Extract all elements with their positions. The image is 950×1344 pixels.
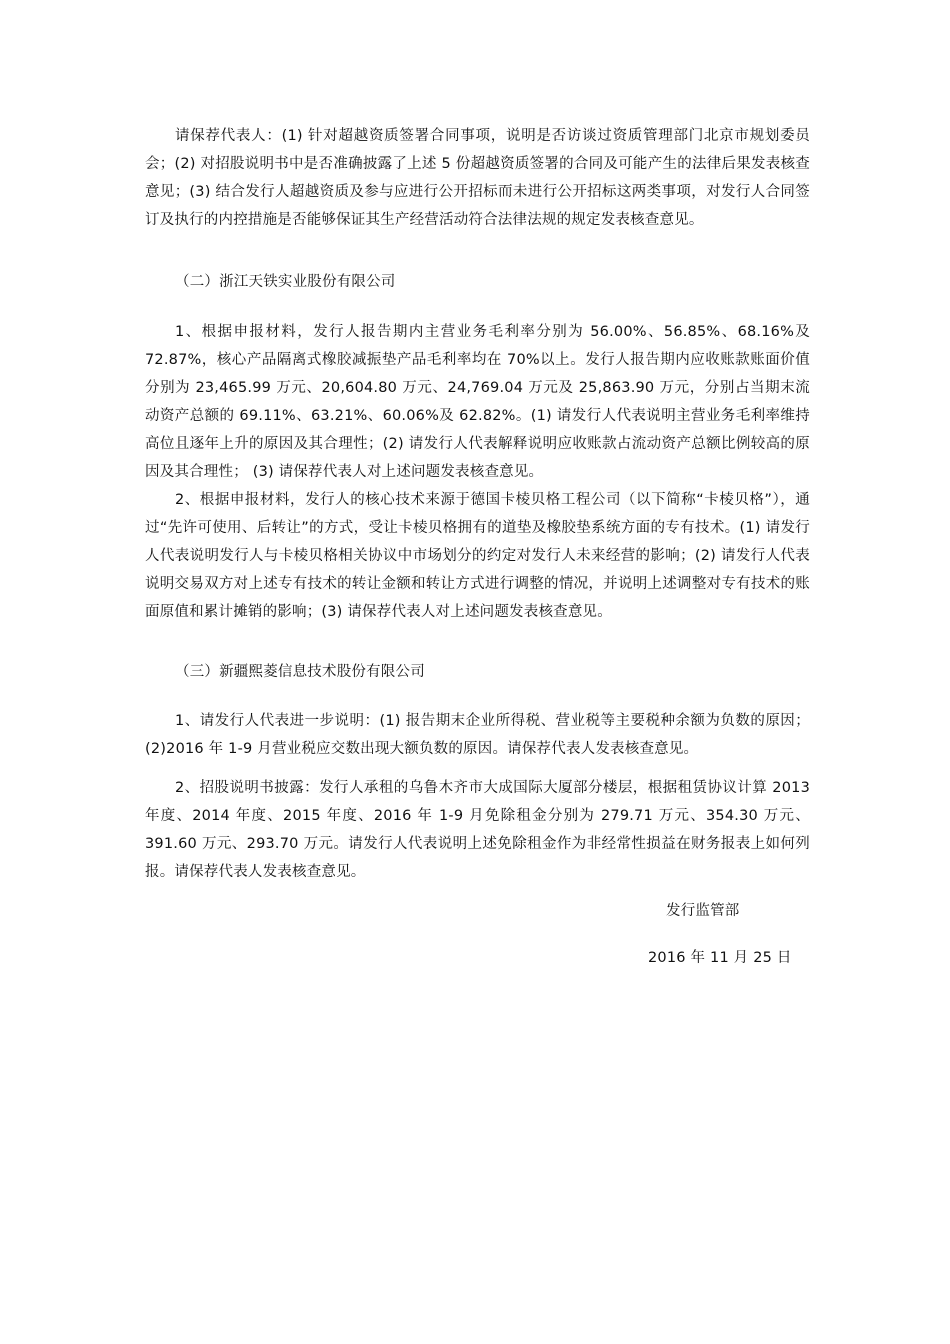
section-3-item-2: 2、招股说明书披露：发行人承租的乌鲁木齐市大成国际大厦部分楼层，根据租赁协议计算 2013 年度、2014 年度、2015 年度、2016 年 1-9 月免除租金分别为 279.71 万元、354.30 万元、391.60 万元、293.70 万元。请发行人代表说明上述免除租金作为非经常性损益在财务报表上如何列报。请保荐代表人发表核查意见。	[145, 780, 810, 880]
section-2-item-1: 1、根据申报材料，发行人报告期内主营业务毛利率分别为 56.00%、56.85%、68.16%及 72.87%，核心产品隔离式橡胶减振垫产品毛利率均在 70%以上。发行人报告期内应收账款账面价值分别为 23,465.99 万元、20,604.80 万元、24,769.04 万元及 25,863.90 万元，分别占当期末流动资产总额的 69.11%、63.21%、60.06%及 62.82%。(1) 请发行人代表说明主营业务毛利率维持高位且逐年上升的原因及其合理性；(2) 请发行人代表解释说明应收账款占流动资产总额比例较高的原因及其合理性； (3) 请保荐代表人对上述问题发表核查意见。	[145, 324, 810, 480]
section-heading-zhejiang-tiantie: （二）浙江天铁实业股份有限公司	[175, 274, 396, 290]
issue-date: 2016 年 11 月 25 日	[648, 950, 792, 966]
section-heading-xinjiang-xiling: （三）新疆熙菱信息技术股份有限公司	[175, 664, 425, 680]
intro-paragraph: 请保荐代表人：(1) 针对超越资质签署合同事项，说明是否访谈过资质管理部门北京市规划委员会；(2) 对招股说明书中是否准确披露了上述 5 份超越资质签署的合同及可能产生的法律后果发表核查意见；(3) 结合发行人超越资质及参与应进行公开招标而未进行公开招标这两类事项，对发行人合同签订及执行的内控措施是否能够保证其生产经营活动符合法律法规的规定发表核查意见。	[145, 128, 810, 228]
section-2-item-2: 2、根据申报材料，发行人的核心技术来源于德国卡棱贝格工程公司（以下简称“卡棱贝格”），通过“先许可使用、后转让”的方式，受让卡棱贝格拥有的道垫及橡胶垫系统方面的专有技术。(1) 请发行人代表说明发行人与卡棱贝格相关协议中市场划分的约定对发行人未来经营的影响；(2) 请发行人代表说明交易双方对上述专有技术的转让金额和转让方式进行调整的情况，并说明上述调整对专有技术的账面原值和累计摊销的影响；(3) 请保荐代表人对上述问题发表核查意见。	[145, 492, 810, 620]
issuing-department: 发行监管部	[666, 903, 740, 919]
section-3-item-1: 1、请发行人代表进一步说明：(1) 报告期末企业所得税、营业税等主要税种余额为负数的原因；(2)2016 年 1-9 月营业税应交数出现大额负数的原因。请保荐代表人发表核查意见。	[145, 713, 810, 757]
